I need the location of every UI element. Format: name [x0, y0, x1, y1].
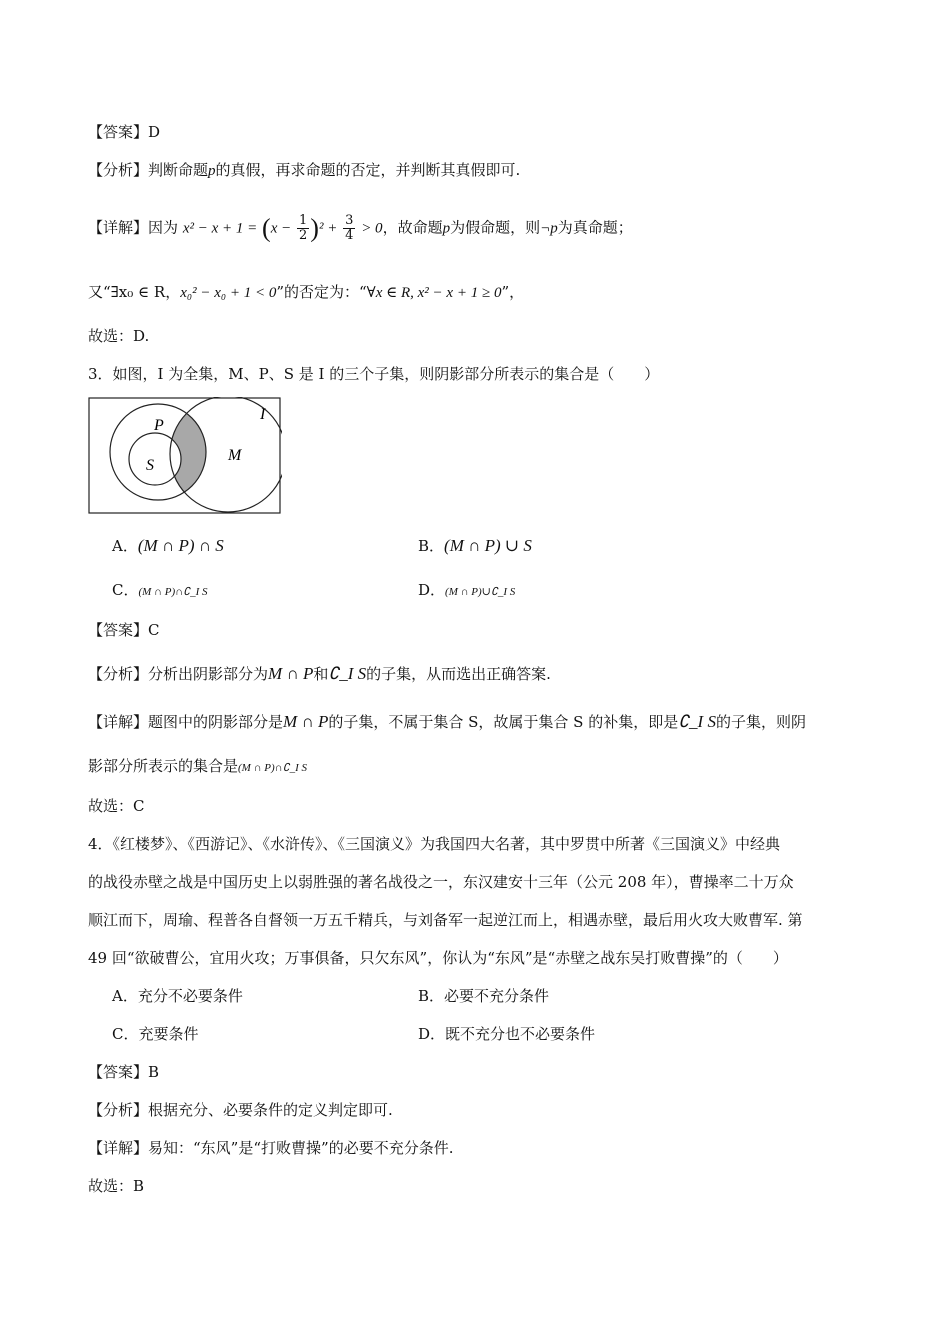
q3-option-b[interactable] [418, 536, 532, 556]
option-label: A． [112, 537, 138, 555]
math-var: p [442, 220, 451, 237]
option-text: 必要不充分条件 [444, 987, 550, 1005]
option-expr: (M ∩ P)∪∁_I S [445, 586, 516, 598]
q4-conclusion: 故选：B [88, 1177, 145, 1195]
fraction-num: 3 [345, 213, 354, 228]
answer-value: B [148, 1063, 160, 1081]
label-p: P [154, 417, 164, 434]
fraction-den: 2 [299, 228, 308, 243]
q2-negation [88, 282, 524, 303]
q4-stem-line-4: 49 回“欲破曹公，宜用火攻；万事俱备，只欠东风”，你认为“东风”是“赤壁之战东吴打败曹操”的（ ） [88, 949, 788, 967]
math-expr: x − [270, 220, 292, 237]
q4-detail [88, 1138, 453, 1158]
paren-open: ( [262, 213, 271, 243]
venn-diagram [88, 397, 282, 515]
detail-text: 的子集，则阴 [715, 713, 806, 731]
fraction-half [297, 214, 309, 243]
math-expr: ¬p [540, 220, 558, 237]
detail-text: 因为 [148, 218, 179, 237]
analysis-text: 的真假，再求命题的否定，并判断其真假即可. [215, 161, 521, 179]
math-expr: M ∩ P [283, 712, 329, 731]
detail-tag: 【详解】 [88, 713, 149, 731]
answer-value: D [148, 123, 161, 141]
detail-text: 易知：“东风”是“打败曹操”的必要不充分条件. [148, 1139, 454, 1157]
q4-option-b[interactable] [418, 986, 549, 1006]
math-expr: M ∩ P [268, 664, 314, 683]
q4-answer [88, 1062, 159, 1082]
math-expr: ∀x ∈ R, x² − x + 1 ≥ 0 [366, 285, 502, 301]
math-expr: ∁_I S [678, 712, 716, 731]
option-label: D． [418, 1025, 446, 1043]
detail-text: 的子集，不属于集合 S，故属于集合 S 的补集，即是 [328, 713, 679, 731]
math-var: p [208, 163, 216, 179]
paren-close: ) [310, 213, 319, 243]
q3-option-a[interactable] [112, 536, 224, 556]
analysis-tag: 【分析】 [88, 665, 149, 683]
option-text: 充分不必要条件 [137, 987, 243, 1005]
option-expr: (M ∩ P) ∪ S [444, 536, 532, 555]
math-expr: ² + [318, 220, 338, 237]
option-expr: (M ∩ P)∩∁_I S [138, 586, 208, 598]
negation-text: 又“∃x₀ ∈ R， [88, 283, 181, 301]
fraction-den: 4 [345, 228, 354, 243]
option-label: D． [418, 581, 446, 599]
q4-stem-line-2: 的战役赤壁之战是中国历史上以弱胜强的著名战役之一，东汉建安十三年（公元 208 年），曹操率二十万众 [88, 873, 794, 891]
answer-tag: 【答案】 [88, 621, 149, 639]
option-label: A． [112, 987, 138, 1005]
option-label: B． [418, 537, 445, 555]
q3-stem: 3．如图，I 为全集，M、P、S 是 I 的三个子集，则阴影部分所表示的集合是（ ） [88, 365, 660, 383]
analysis-text: 判断命题 [148, 161, 209, 179]
detail-text: ，故命题 [382, 218, 443, 237]
fraction-three-quarters [343, 214, 355, 243]
analysis-text: 和 [313, 665, 329, 683]
answer-tag: 【答案】 [88, 1063, 149, 1081]
answer-tag: 【答案】 [88, 123, 149, 141]
detail-text: 题图中的阴影部分是 [148, 713, 284, 731]
q3-detail-line2 [88, 756, 307, 778]
detail-text: 为假命题，则 [450, 218, 541, 237]
q4-option-d[interactable] [418, 1024, 595, 1044]
q2-detail [88, 214, 633, 243]
math-expr: x₀² − x₀ + 1 < 0 [180, 285, 277, 301]
option-text: 既不充分也不必要条件 [445, 1025, 596, 1043]
q4-option-c[interactable] [112, 1024, 199, 1044]
math-expr: ∁_I S [328, 664, 367, 683]
negation-text: ”， [501, 283, 525, 301]
q4-analysis [88, 1100, 393, 1120]
option-label: C． [112, 581, 139, 599]
q2-conclusion: 故选：D. [88, 327, 150, 345]
math-expr: (M ∩ P)∩∁_I S [238, 762, 308, 774]
analysis-tag: 【分析】 [88, 161, 149, 179]
label-s: S [146, 457, 154, 474]
q3-option-c[interactable] [112, 580, 208, 602]
q2-analysis [88, 160, 520, 181]
q2-answer [88, 122, 160, 142]
detail-text: 影部分所表示的集合是 [88, 757, 239, 775]
label-m: M [228, 447, 242, 464]
answer-value: C [148, 621, 160, 639]
fraction-num: 1 [299, 213, 308, 228]
option-expr: (M ∩ P) ∩ S [137, 536, 224, 555]
q3-detail [88, 712, 806, 732]
analysis-text: 分析出阴影部分为 [148, 665, 269, 683]
analysis-text: 根据充分、必要条件的定义判定即可. [148, 1101, 393, 1119]
q4-stem-line-1: 4．《红楼梦》、《西游记》、《水浒传》、《三国演义》为我国四大名著，其中罗贯中所著《三国演义》中经典 [88, 835, 781, 853]
q3-option-d[interactable] [418, 580, 515, 602]
option-text: 充要条件 [138, 1025, 199, 1043]
analysis-text: 的子集，从而选出正确答案. [366, 665, 551, 683]
option-label: C． [112, 1025, 139, 1043]
q3-answer [88, 620, 160, 640]
detail-tag: 【详解】 [88, 1139, 149, 1157]
q3-conclusion: 故选：C [88, 797, 145, 815]
option-label: B． [418, 987, 445, 1005]
detail-tag: 【详解】 [88, 218, 149, 237]
math-expr: > 0 [361, 220, 383, 237]
negation-text: ”的否定为：“ [276, 283, 367, 301]
q4-option-a[interactable] [112, 986, 243, 1006]
q3-analysis [88, 664, 551, 684]
analysis-tag: 【分析】 [88, 1101, 149, 1119]
math-expr: x² − x + 1 = [182, 220, 258, 237]
q4-stem-line-3: 顺江而下，周瑜、程普各自督领一万五千精兵，与刘备军一起逆江而上，相遇赤壁，最后用火攻大败曹军. 第 [88, 911, 803, 929]
label-i: I [260, 406, 266, 423]
detail-text: 为真命题； [557, 218, 633, 237]
